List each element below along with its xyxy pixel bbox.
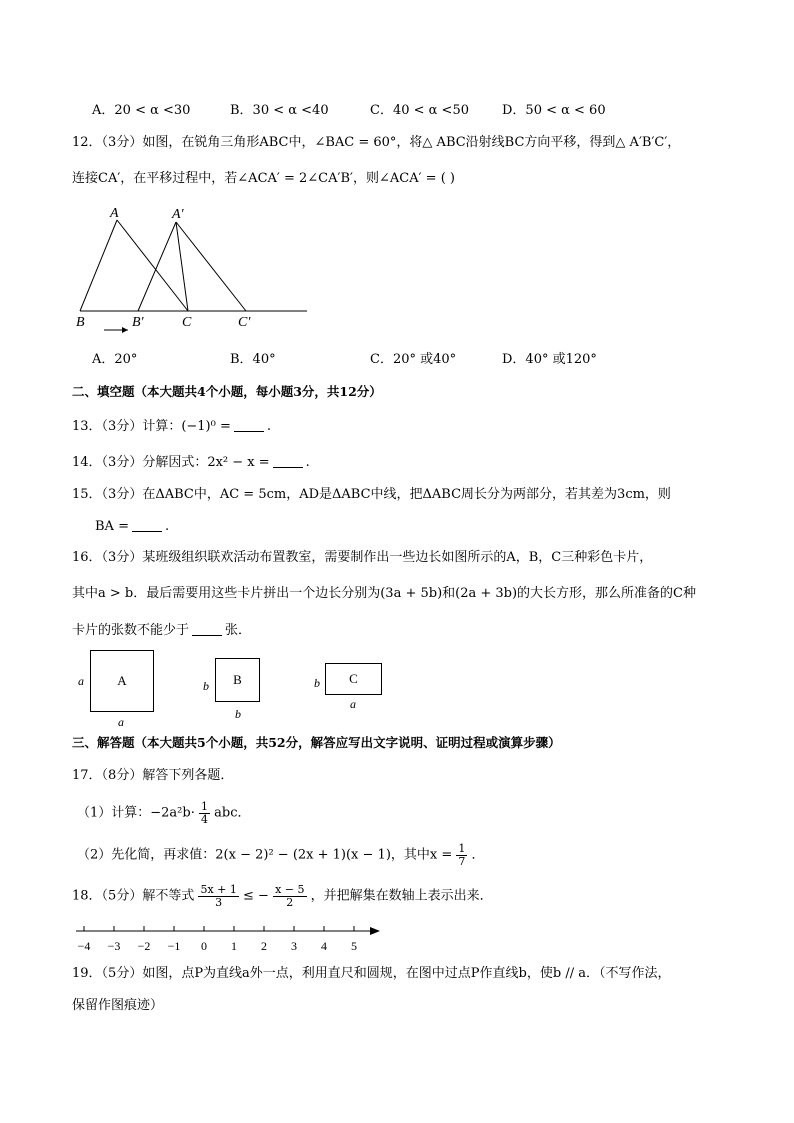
q16-line3-prefix: 卡片的张数不能少于 [72, 623, 190, 638]
frac-denominator: 7 [458, 854, 466, 868]
q11-option-c: C．40 < α <50 [370, 103, 469, 118]
card-b-name: B [233, 672, 242, 687]
q14 [72, 456, 310, 469]
card-c-name: C [349, 671, 358, 686]
q16-line2: 其中a > b．最后需要用这些卡片拼出一个边长分别为(3a + 5b)和(2a + 3b)的大长方形，那么所准备的C种 [72, 586, 697, 601]
frac-denominator: 3 [215, 895, 223, 909]
q14-answer-blank [273, 466, 303, 468]
q19-line2: 保留作图痕迹） [72, 998, 164, 1013]
card-b [215, 658, 260, 702]
q12-option-b: B．40° [230, 352, 276, 367]
number-line-tick-label: 5 [351, 939, 357, 953]
card-b-bottom-label: b [235, 707, 241, 721]
card-c-bottom-label: a [350, 697, 356, 711]
number-line-tick-label: 4 [321, 939, 327, 953]
q14-prefix: 14．（3分）分解因式：2x² − x = [72, 455, 270, 470]
frac-numerator: 5x + 1 [200, 883, 237, 896]
q17-part1-prefix: （1）计算：−2a²b· [77, 805, 195, 821]
q18-suffix: ，并把解集在数轴上表示出来． [310, 888, 493, 904]
number-line-tick-label: 3 [291, 939, 297, 953]
q18-stem [72, 884, 493, 908]
card-a-side-label: a [78, 674, 84, 688]
side-b2a2 [138, 222, 176, 311]
q13 [72, 420, 271, 433]
number-line-tick-label: −1 [167, 939, 181, 953]
q17-title: 17．（8分）解答下列各题． [72, 768, 234, 783]
card-b-side-label: b [203, 679, 209, 693]
q12-option-d: D．40° 或120° [502, 352, 597, 367]
q11-option-d: D．50 < α < 60 [502, 103, 606, 118]
q17-part1-suffix: abc． [214, 805, 251, 821]
q17-part2-suffix: ． [471, 847, 485, 863]
number-line-tick-label: 0 [201, 939, 207, 953]
q12-stem-line2: 连接CA′，在平移过程中，若∠ACA′ = 2∠CA′B′，则∠ACA′ = ( ) [72, 171, 455, 186]
q18-prefix: 18．（5分）解不等式 [72, 888, 195, 904]
frac-numerator: 1 [201, 800, 208, 813]
q11-option-a: A．20 < α <30 [92, 103, 191, 118]
number-line-tick-label: −4 [77, 939, 91, 953]
q13-answer-blank [234, 430, 264, 432]
frac-numerator: x − 5 [275, 883, 305, 896]
q12-stem-line1: 12．（3分）如图，在锐角三角形ABC中，∠BAC = 60°，将△ ABC沿射线BC方向平移，得到△ A′B′C′， [72, 135, 681, 150]
q17-part1-fraction [199, 801, 210, 825]
frac-denominator: 2 [286, 895, 294, 909]
number-line-tick-label: −2 [137, 939, 151, 953]
number-line [70, 920, 390, 958]
q18-fraction-2 [273, 884, 306, 908]
q12-translation-figure [70, 200, 315, 340]
section-3-heading: 三、解答题（本大题共5个小题，共52分，解答应写出文字说明、证明过程或演算步骤） [72, 735, 561, 750]
number-line-tick-label: 1 [231, 939, 237, 953]
label-b-prime: B′ [132, 315, 144, 330]
label-c-prime: C′ [238, 315, 251, 330]
q18-fraction-1 [198, 884, 238, 908]
card-a-bottom-label: a [118, 715, 124, 729]
section-2-heading: 二、填空题（本大题共4个小题，每小题3分，共12分） [72, 384, 382, 399]
q16-line1: 16．（3分）某班级组织联欢活动布置教室，需要制作出一些边长如图所示的A，B，C三种彩色卡片， [72, 550, 653, 565]
frac-numerator: 1 [458, 842, 466, 855]
q12-option-a: A．20° [92, 352, 138, 367]
q15-line2 [95, 520, 169, 533]
q13-prefix: 13．（3分）计算：(−1)⁰ = [72, 419, 231, 434]
label-a: A [110, 206, 119, 221]
q17-part2-prefix: （2）先化简，再求值：2(x − 2)² − (2x + 1)(x − 1)，其中x = [77, 847, 453, 863]
side-ba [80, 220, 117, 311]
q12-option-c: C．20° 或40° [370, 352, 457, 367]
q15-line1: 15．（3分）在ΔABC中，AC = 5cm，AD是ΔABC中线，把ΔABC周长分为两部分，若其差为3cm，则 [72, 487, 671, 502]
label-a-prime: A′ [172, 207, 184, 222]
q13-suffix: . [266, 419, 271, 434]
q19-line1: 19．（5分）如图，点P为直线a外一点，利用直尺和圆规，在图中过点P作直线b，使b // a．（不写作法， [72, 966, 671, 981]
q15-line2-suffix: . [164, 519, 170, 534]
card-a [90, 650, 154, 712]
q15-line2-prefix: BA = [95, 519, 129, 534]
q14-suffix: . [305, 455, 310, 470]
q16-answer-blank [192, 634, 222, 636]
card-c [325, 663, 382, 695]
q16-line3-suffix: 张． [225, 623, 252, 638]
q17-part2 [77, 843, 485, 867]
q18-mid: ≤ − [243, 888, 269, 904]
number-line-tick-label: 2 [261, 939, 267, 953]
q11-option-b: B．30 < α <40 [230, 103, 329, 118]
card-a-name: A [117, 673, 127, 688]
q17-part2-fraction [456, 843, 467, 867]
q15-answer-blank [132, 530, 162, 532]
label-b: B [76, 315, 85, 330]
card-c-side-label: b [314, 676, 320, 690]
number-line-arrow-icon [370, 927, 380, 935]
q16-line3 [72, 624, 251, 637]
frac-denominator: 4 [201, 812, 208, 826]
arrowhead-icon [122, 327, 128, 333]
label-c: C [182, 315, 192, 330]
q17-part1 [77, 801, 251, 825]
number-line-tick-label: −3 [107, 939, 121, 953]
